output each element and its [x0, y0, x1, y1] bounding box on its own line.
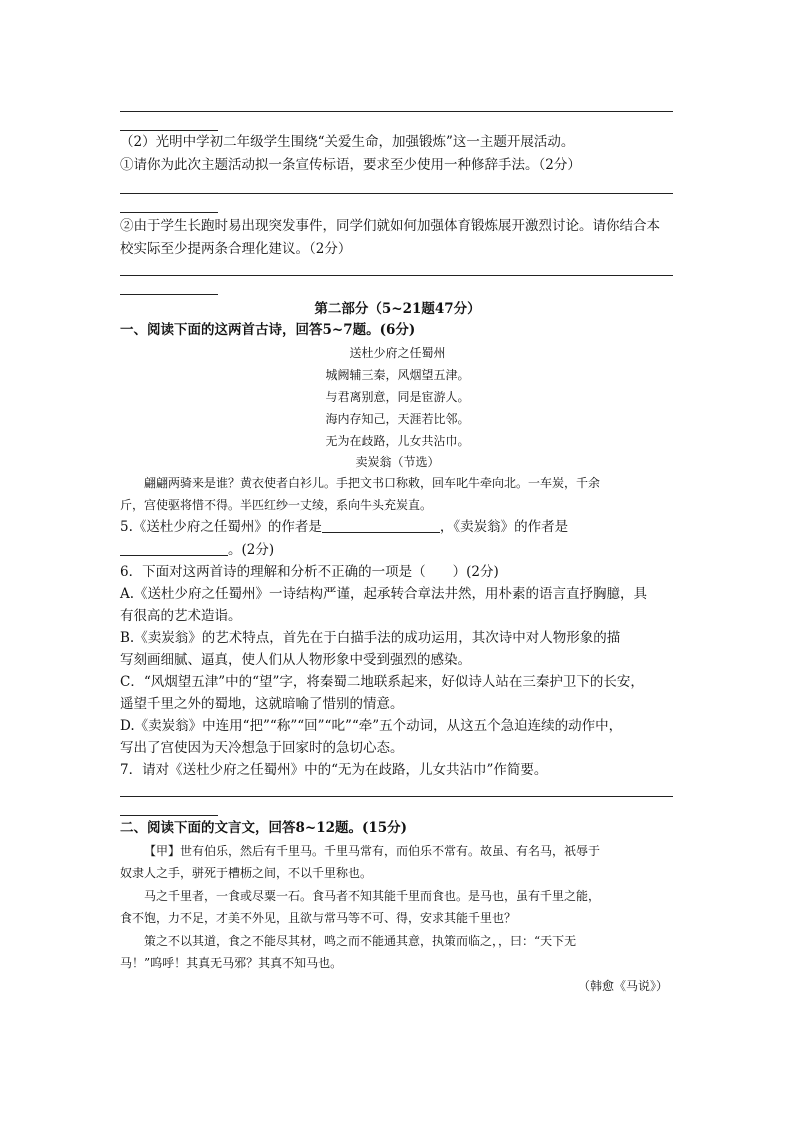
- answer-line-end[interactable]: [120, 815, 218, 816]
- poem-section-title: 一、阅读下面的这两首古诗，回答5~7题。(6分): [120, 322, 416, 338]
- classical-section-title: 二、阅读下面的文言文，回答8~12题。(15分): [120, 820, 408, 836]
- q6-option-b: B.《卖炭翁》的艺术特点，首先在于白描手法的成功运用，其次诗中对人物形象的描: [120, 630, 621, 646]
- q5-line1: [120, 518, 675, 537]
- passage-p1-line2: 奴隶人之手，骈死于槽枥之间，不以千里称也。: [120, 866, 373, 880]
- q6-option-a: A.《送杜少府之任蜀州》一诗结构严谨，起承转合章法井然，用朴素的语言直抒胸臆，具: [120, 586, 648, 602]
- poem2-title: 卖炭翁（节选）: [355, 455, 440, 469]
- answer-line[interactable]: [120, 111, 673, 112]
- q6-option-c: C．“风烟望五津”中的“望”字，将秦蜀二地联系起来，好似诗人站在三秦护卫下的长安，: [120, 674, 644, 690]
- poem1-line: 海内存知己，天涯若比邻。: [325, 412, 470, 426]
- q6-option-c-cont: 遥望千里之外的蜀地，这就暗喻了惜别的情意。: [120, 696, 404, 712]
- q6-option-b-cont: 写刻画细腻、逼真，使人们从人物形象中受到强烈的感染。: [120, 652, 471, 668]
- q6-stem: 6．下面对这两首诗的理解和分析不正确的一项是（ ）(2分): [120, 564, 499, 580]
- passage-source: （韩愈《马说》）: [577, 979, 668, 993]
- passage-p2-line1: 马之千里者，一食或尽粟一石。食马者不知其能千里而食也。是马也，虽有千里之能，: [144, 889, 601, 903]
- q4-sub1: ①请你为此次主题活动拟一条宣传标语，要求至少使用一种修辞手法。（2分）: [120, 157, 581, 173]
- q7-stem: 7．请对《送杜少府之任蜀州》中的“无为在歧路，儿女共沾巾”作简要。: [120, 762, 548, 778]
- q5-line2: [120, 541, 675, 560]
- passage-p3-line2: 马！”呜呼！其真无马邪？其真不知马也。: [120, 956, 343, 970]
- q6-option-a-cont: 有很高的艺术造诣。: [120, 608, 242, 624]
- q5-part-a: 5.《送杜少府之任蜀州》的作者是: [120, 519, 322, 535]
- answer-line-end[interactable]: [120, 212, 218, 213]
- passage-p2-line2: 食不饱，力不足，才美不外见，且欲与常马等不可、得，安求其能千里也？: [120, 911, 517, 925]
- q5-tail: 。(2分): [228, 542, 275, 558]
- poem1-line: 城阙辅三秦，风烟望五津。: [325, 368, 470, 382]
- poem1-line: 与君离别意，同是宦游人。: [325, 390, 470, 404]
- q5-answer-blank-2[interactable]: [120, 541, 228, 556]
- q6-option-d-cont: 写出了宫使因为天冷想急于回家时的急切心态。: [120, 740, 404, 756]
- poem1-title: 送杜少府之任蜀州: [349, 346, 446, 360]
- poem2-line2: 斤，宫使驱将惜不得。半匹红纱一丈绫，系向牛头充炭直。: [120, 498, 433, 512]
- passage-p1-line1: 【甲】世有伯乐，然后有千里马。千里马常有，而伯乐不常有。故虽、有名马，祇辱于: [144, 844, 601, 858]
- answer-line-end[interactable]: [120, 294, 218, 295]
- q5-part-b: ，《卖炭翁》的作者是: [439, 519, 569, 535]
- q4-sub2-line2: 校实际至少提两条合理化建议。（2分）: [120, 241, 352, 257]
- q4-sub2-line1: ②由于学生长跑时易出现突发事件，同学们就如何加强体育锻炼展开激烈讨论。请你结合本: [120, 218, 660, 234]
- answer-line[interactable]: [120, 796, 673, 797]
- answer-line[interactable]: [120, 193, 673, 194]
- passage-p3-line1: 策之不以其道，食之不能尽其材，鸣之而不能通其意，执策而临之，，曰：“天下无: [144, 934, 577, 948]
- part-title: 第二部分（5~21题47分）: [314, 301, 481, 317]
- poem1-line: 无为在歧路，儿女共沾巾。: [325, 434, 470, 448]
- q4-part2-intro: （2）光明中学初二年级学生围绕“关爱生命，加强锻炼”这一主题开展活动。: [120, 134, 575, 150]
- q5-answer-blank-1[interactable]: [322, 518, 440, 533]
- q6-option-d: D.《卖炭翁》中连用“把”“称”“回”“叱”“牵”五个动词，从这五个急迫连续的动作中，: [120, 718, 623, 734]
- answer-line[interactable]: [120, 275, 673, 276]
- poem2-line1: 翩翩两骑来是谁？黄衣使者白衫儿。手把文书口称敕，回车叱牛牵向北。一车炭，千余: [144, 476, 601, 490]
- answer-line-end[interactable]: [120, 130, 218, 131]
